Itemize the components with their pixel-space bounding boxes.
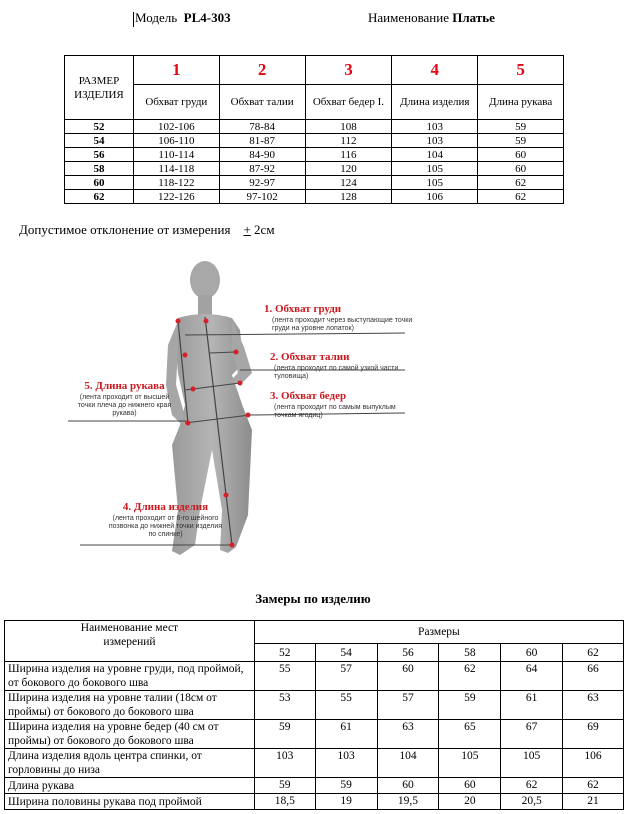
measure-value-cell: 104 xyxy=(377,749,439,778)
size-value-cell: 110-114 xyxy=(133,148,219,162)
label-sleeve xyxy=(72,376,177,418)
size-column-header: 56 xyxy=(377,644,439,662)
measure-value-cell: 105 xyxy=(501,749,563,778)
measure-row xyxy=(5,794,624,810)
measure-value-cell: 19,5 xyxy=(377,794,439,810)
label-waist-title: 2. Обхват талии xyxy=(270,351,350,363)
header-length: Длина изделия xyxy=(392,85,478,120)
size-value-cell: 122-126 xyxy=(133,190,219,204)
measure-value-cell: 59 xyxy=(439,691,501,720)
col-number-1: 1 xyxy=(133,56,219,85)
measure-value-cell: 62 xyxy=(439,662,501,691)
size-column-header: 58 xyxy=(439,644,501,662)
measure-name-cell: Ширина изделия на уровне груди, под проймой, от бокового до бокового шва xyxy=(5,662,255,691)
measure-value-cell: 60 xyxy=(439,778,501,794)
label-waist-sub: (лента проходит по самой узкой части туловища) xyxy=(274,365,399,380)
size-row xyxy=(65,148,564,162)
size-cell: 52 xyxy=(65,120,134,134)
measure-value-cell: 103 xyxy=(254,749,315,778)
size-value-cell: 118-122 xyxy=(133,176,219,190)
name-value: Платье xyxy=(452,10,495,25)
measure-value-cell: 59 xyxy=(254,720,315,749)
col-number-3: 3 xyxy=(305,56,392,85)
measure-value-cell: 20 xyxy=(439,794,501,810)
size-row xyxy=(65,162,564,176)
col-number-2: 2 xyxy=(219,56,305,85)
size-value-cell: 103 xyxy=(392,120,478,134)
header-waist: Обхват талии xyxy=(219,85,305,120)
size-value-cell: 120 xyxy=(305,162,392,176)
text-cursor xyxy=(133,12,134,27)
size-row xyxy=(65,134,564,148)
size-header: РАЗМЕР ИЗДЕЛИЯ xyxy=(65,56,134,120)
size-value-cell: 116 xyxy=(305,148,392,162)
model-label: Модель xyxy=(135,10,178,25)
size-value-cell: 103 xyxy=(392,134,478,148)
measure-row xyxy=(5,720,624,749)
size-value-cell: 59 xyxy=(478,134,564,148)
measure-name-header: Наименование мест измерений xyxy=(5,621,255,662)
measure-value-cell: 61 xyxy=(501,691,563,720)
size-cell: 54 xyxy=(65,134,134,148)
measure-value-cell: 55 xyxy=(254,662,315,691)
size-cell: 62 xyxy=(65,190,134,204)
measurements-table xyxy=(4,620,624,810)
measure-value-cell: 63 xyxy=(563,691,624,720)
label-hips xyxy=(270,386,420,420)
measure-value-cell: 103 xyxy=(315,749,377,778)
measure-value-cell: 20,5 xyxy=(501,794,563,810)
size-column-header: 62 xyxy=(563,644,624,662)
size-value-cell: 62 xyxy=(478,176,564,190)
size-value-cell: 92-97 xyxy=(219,176,305,190)
size-value-cell: 128 xyxy=(305,190,392,204)
measure-value-cell: 60 xyxy=(377,778,439,794)
measure-value-cell: 63 xyxy=(377,720,439,749)
tolerance-value: 2см xyxy=(250,222,275,237)
size-value-cell: 104 xyxy=(392,148,478,162)
size-column-header: 54 xyxy=(315,644,377,662)
measure-value-cell: 60 xyxy=(377,662,439,691)
model-value: PL4-303 xyxy=(183,10,231,25)
label-waist xyxy=(270,347,410,381)
size-value-cell: 105 xyxy=(392,176,478,190)
header-hips: Обхват бедер I. xyxy=(305,85,392,120)
measure-value-cell: 105 xyxy=(439,749,501,778)
measure-value-cell: 21 xyxy=(563,794,624,810)
header-sleeve: Длина рукава xyxy=(478,85,564,120)
size-value-cell: 62 xyxy=(478,190,564,204)
measure-value-cell: 59 xyxy=(315,778,377,794)
header-chest: Обхват груди xyxy=(133,85,219,120)
measure-value-cell: 67 xyxy=(501,720,563,749)
size-value-cell: 102-106 xyxy=(133,120,219,134)
size-table xyxy=(64,55,564,204)
measure-name-cell: Длина рукава xyxy=(5,778,255,794)
measure-value-cell: 106 xyxy=(563,749,624,778)
size-row xyxy=(65,120,564,134)
name-label: Наименование xyxy=(368,10,449,25)
size-value-cell: 60 xyxy=(478,148,564,162)
size-cell: 56 xyxy=(65,148,134,162)
size-cell: 60 xyxy=(65,176,134,190)
size-value-cell: 114-118 xyxy=(133,162,219,176)
label-sleeve-sub: (лента проходит от высшей точки плеча до нижнего края рукава) xyxy=(77,394,172,417)
size-value-cell: 81-87 xyxy=(219,134,305,148)
label-length xyxy=(108,497,223,539)
measure-value-cell: 66 xyxy=(563,662,624,691)
measure-name-cell: Ширина половины рукава под проймой xyxy=(5,794,255,810)
tolerance-text: Допустимое отклонение от измерения xyxy=(19,222,231,237)
measure-row xyxy=(5,778,624,794)
size-value-cell: 84-90 xyxy=(219,148,305,162)
measurements-title: Замеры по изделию xyxy=(255,591,371,606)
col-number-4: 4 xyxy=(392,56,478,85)
size-value-cell: 97-102 xyxy=(219,190,305,204)
measure-value-cell: 53 xyxy=(254,691,315,720)
label-chest xyxy=(264,299,419,333)
measurement-diagram xyxy=(60,255,420,565)
size-value-cell: 112 xyxy=(305,134,392,148)
measure-name-cell: Ширина изделия на уровне бедер (40 см от проймы) от бокового до бокового шва xyxy=(5,720,255,749)
measure-value-cell: 64 xyxy=(501,662,563,691)
size-value-cell: 87-92 xyxy=(219,162,305,176)
label-sleeve-title: 5. Длина рукава xyxy=(84,380,165,392)
name-line xyxy=(368,10,495,26)
label-chest-sub: (лента проходит через выступающие точки груди на уровне лопаток) xyxy=(272,317,413,332)
measure-value-cell: 55 xyxy=(315,691,377,720)
model-line xyxy=(133,10,231,27)
tolerance-plusminus: + xyxy=(243,222,251,237)
measure-value-cell: 19 xyxy=(315,794,377,810)
size-value-cell: 105 xyxy=(392,162,478,176)
measure-value-cell: 62 xyxy=(563,778,624,794)
measure-name-cell: Ширина изделия на уровне талии (18см от проймы) от бокового до бокового шва xyxy=(5,691,255,720)
size-column-header: 52 xyxy=(254,644,315,662)
tolerance-note xyxy=(19,222,275,238)
label-chest-title: 1. Обхват груди xyxy=(264,303,342,315)
measure-value-cell: 18,5 xyxy=(254,794,315,810)
measure-value-cell: 57 xyxy=(377,691,439,720)
measure-value-cell: 59 xyxy=(254,778,315,794)
measure-row xyxy=(5,749,624,778)
measure-row xyxy=(5,662,624,691)
label-hips-sub: (лента проходит по самым выпуклым точкам ягодиц) xyxy=(274,404,396,419)
label-length-sub: (лента проходит от 6-го шейного позвонка до нижней точки изделия по спинке) xyxy=(108,515,223,538)
measure-row xyxy=(5,691,624,720)
size-value-cell: 124 xyxy=(305,176,392,190)
measure-value-cell: 62 xyxy=(501,778,563,794)
size-value-cell: 108 xyxy=(305,120,392,134)
label-length-title: 4. Длина изделия xyxy=(122,501,209,513)
size-column-header: 60 xyxy=(501,644,563,662)
size-value-cell: 60 xyxy=(478,162,564,176)
size-value-cell: 78-84 xyxy=(219,120,305,134)
size-row xyxy=(65,190,564,204)
sizes-header: Размеры xyxy=(254,621,623,644)
size-value-cell: 106-110 xyxy=(133,134,219,148)
measure-name-cell: Длина изделия вдоль центра спинки, от горловины до низа xyxy=(5,749,255,778)
measure-value-cell: 61 xyxy=(315,720,377,749)
measure-value-cell: 57 xyxy=(315,662,377,691)
size-row xyxy=(65,176,564,190)
col-number-5: 5 xyxy=(478,56,564,85)
size-value-cell: 106 xyxy=(392,190,478,204)
label-hips-title: 3. Обхват бедер xyxy=(270,390,347,402)
size-value-cell: 59 xyxy=(478,120,564,134)
measure-value-cell: 65 xyxy=(439,720,501,749)
size-cell: 58 xyxy=(65,162,134,176)
measure-value-cell: 69 xyxy=(563,720,624,749)
